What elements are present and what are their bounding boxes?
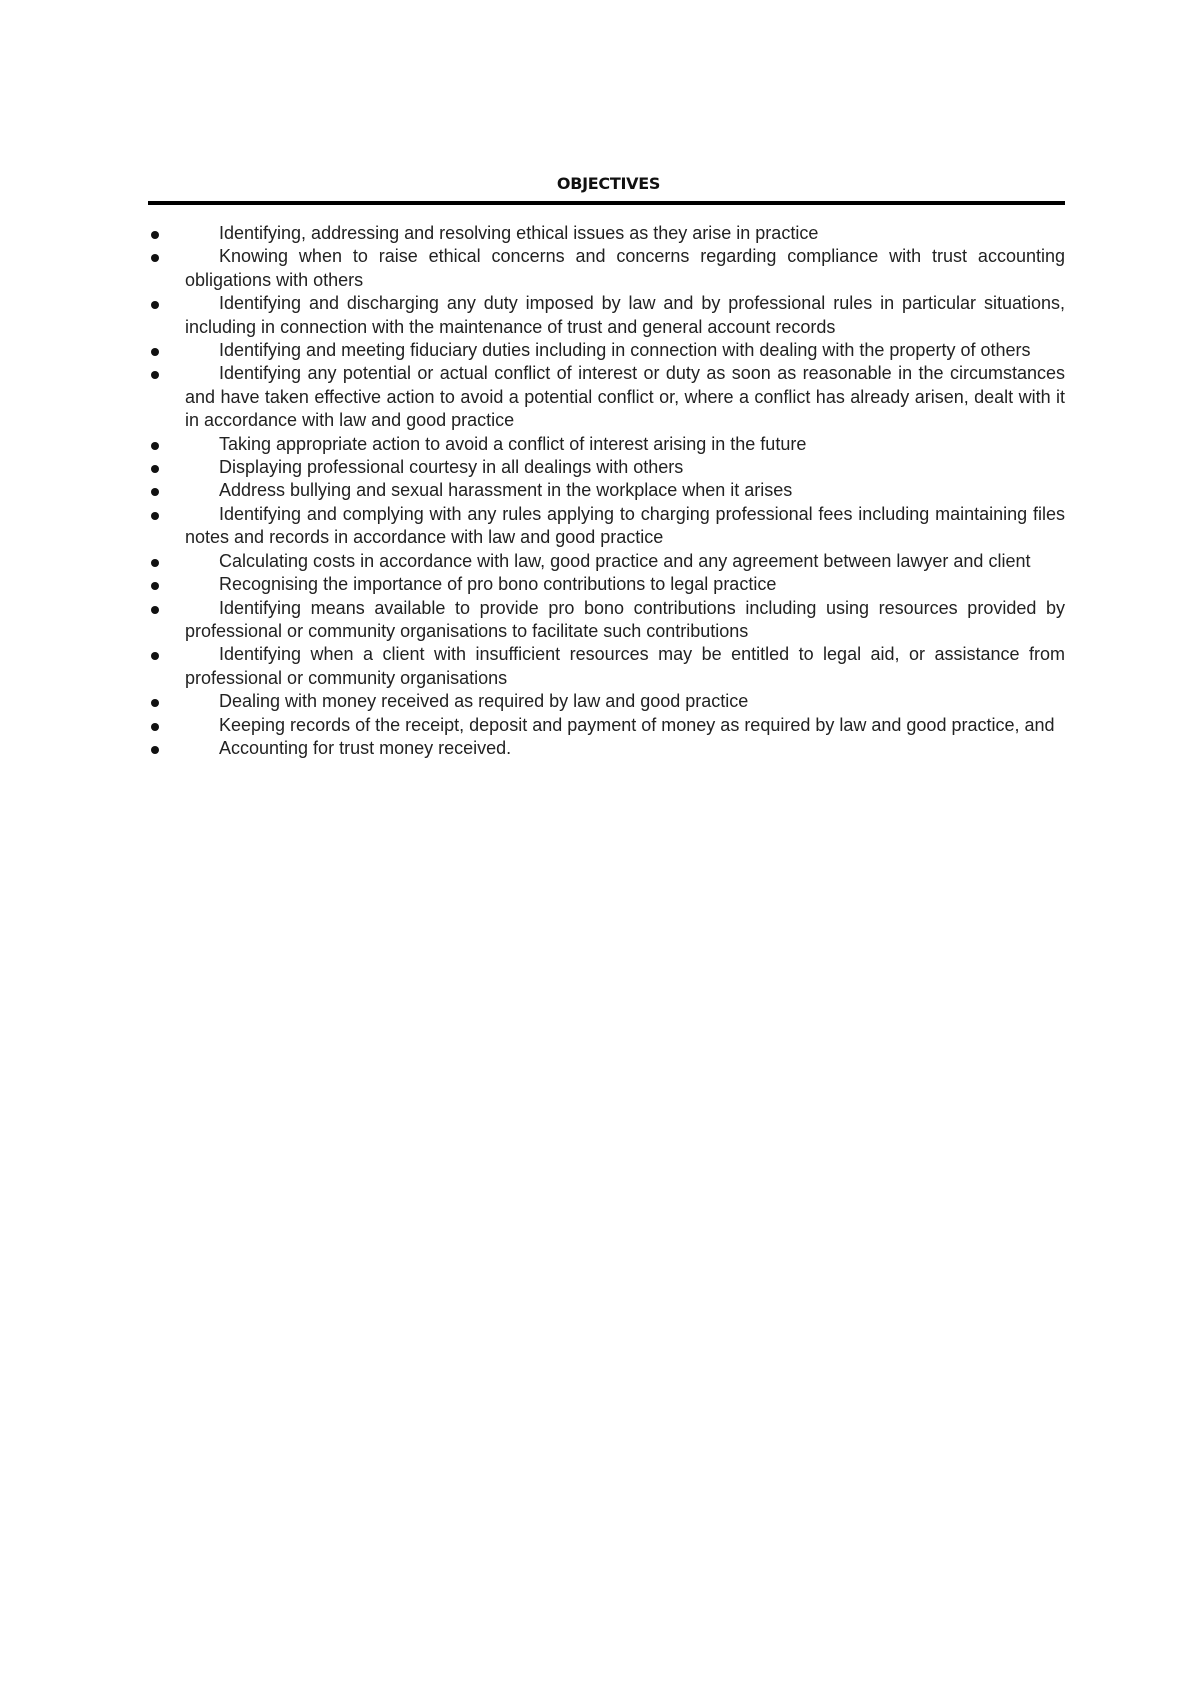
bullet-icon [151, 442, 159, 450]
list-item [148, 690, 1065, 713]
objectives-list [148, 222, 1065, 760]
list-item-text: Identifying and complying with any rules applying to charging professional fees including maintaining files notes and records in accordance with law and good practice [185, 503, 1065, 548]
list-item-text: Identifying, addressing and resolving ethical issues as they arise in practice [219, 223, 819, 243]
list-item [148, 245, 1065, 292]
list-item-text: Identifying any potential or actual conflict of interest or duty as soon as reasonable in the circumstances and have taken effective action to avoid a potential conflict or, where a conflict has already arisen, dealt with it in accordance with law and good practice [185, 363, 1065, 431]
list-item-text: Calculating costs in accordance with law, good practice and any agreement between lawyer and client [219, 550, 1031, 571]
bullet-icon [151, 723, 159, 731]
list-item-text: Dealing with money received as required by law and good practice [219, 691, 749, 712]
list-item [148, 573, 1065, 596]
bullet-icon [151, 488, 159, 496]
title-rule [148, 201, 1065, 205]
list-item-text: Identifying and discharging any duty imposed by law and by professional rules in particular situations, including in connection with the maintenance of trust and general account records [185, 293, 1065, 337]
list-item-text: Address bullying and sexual harassment in the workplace when it arises [219, 480, 793, 501]
bullet-icon [151, 512, 159, 520]
list-item-text: Keeping records of the receipt, deposit and payment of money as required by law and good practice, and [219, 714, 1055, 735]
list-item [148, 339, 1065, 362]
bullet-icon [151, 348, 159, 356]
list-item-text: Knowing when to raise ethical concerns and concerns regarding compliance with trust accounting obligations with others [185, 246, 1065, 290]
list-item-text: Identifying when a client with insufficient resources may be entitled to legal aid, or assistance from professional or community organisations [185, 644, 1065, 688]
bullet-icon [151, 371, 159, 379]
list-item [148, 479, 1065, 502]
list-item-text: Displaying professional courtesy in all dealings with others [219, 457, 684, 478]
list-item [148, 222, 1065, 245]
list-item [148, 550, 1065, 573]
bullet-icon [151, 301, 159, 309]
list-item-text: Accounting for trust money received. [219, 737, 512, 758]
list-item [148, 456, 1065, 479]
page-title: OBJECTIVES [556, 174, 661, 193]
list-item-text: Identifying means available to provide pro bono contributions including using resources provided by professional or community organisations to facilitate such contributions [185, 597, 1065, 641]
list-item [148, 362, 1065, 432]
bullet-icon [151, 231, 159, 239]
list-item [148, 433, 1065, 456]
list-item-text: Identifying and meeting fiduciary duties including in connection with dealing with the property of others [219, 340, 1031, 361]
list-item [148, 643, 1065, 690]
list-item [148, 597, 1065, 644]
list-item [148, 714, 1065, 737]
bullet-icon [151, 465, 159, 473]
bullet-icon [151, 652, 159, 660]
bullet-icon [151, 746, 159, 754]
list-item-text: Recognising the importance of pro bono contributions to legal practice [219, 574, 777, 595]
bullet-icon [151, 606, 159, 614]
list-item [148, 503, 1065, 550]
bullet-icon [151, 559, 159, 567]
bullet-icon [151, 582, 159, 590]
list-item [148, 292, 1065, 339]
bullet-icon [151, 254, 159, 262]
list-item [148, 737, 1065, 760]
bullet-icon [151, 699, 159, 707]
list-item-text: Taking appropriate action to avoid a conflict of interest arising in the future [219, 433, 807, 454]
document-page [148, 172, 1065, 760]
